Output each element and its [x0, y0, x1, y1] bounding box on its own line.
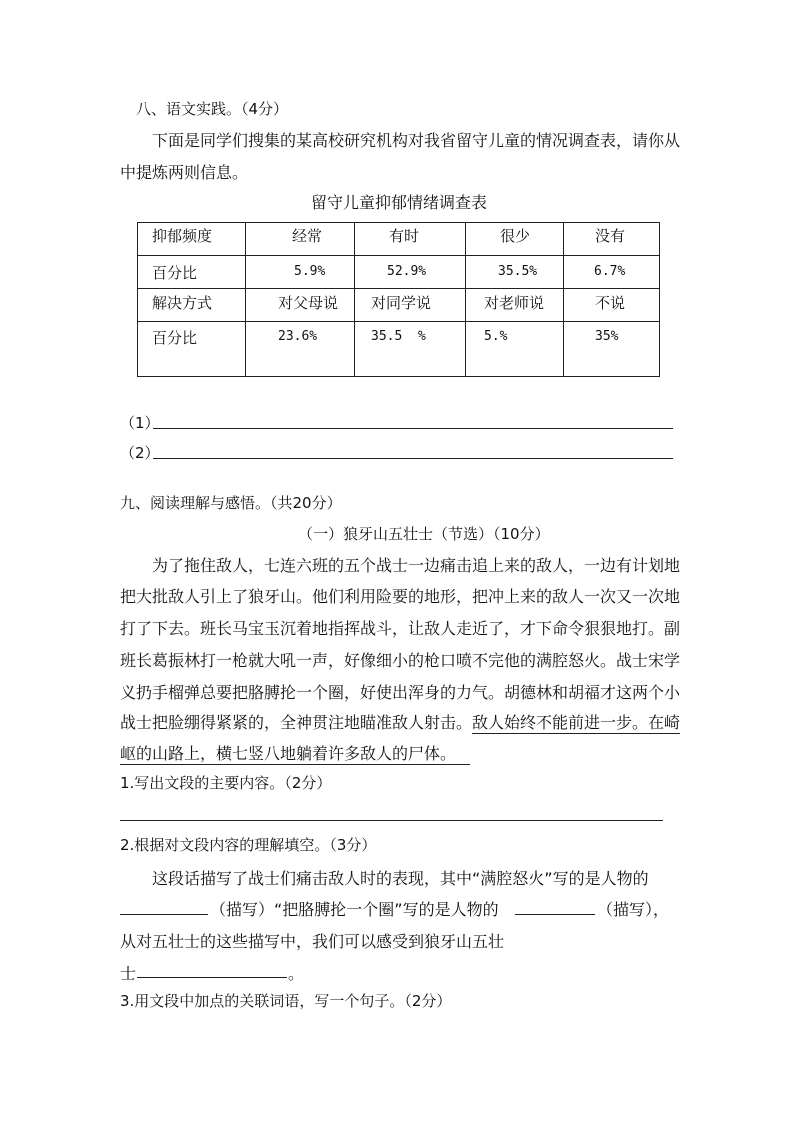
question-2: 2.根据对文段内容的理解填空。（3分）	[120, 836, 377, 854]
table-cell: 百分比	[138, 322, 246, 377]
table-cell: 35%	[564, 322, 660, 377]
question-1-answer-line[interactable]	[120, 820, 663, 821]
table-cell: 35.5 %	[355, 322, 466, 377]
table-title: 留守儿童抑郁情绪调查表	[311, 193, 488, 212]
passage-line: 为了拖住敌人，七连六班的五个战士一边痛击追上来的敌人，一边有计划地	[152, 556, 681, 575]
answer-1-line[interactable]	[153, 428, 673, 429]
section-8-intro-line2: 中提炼两则信息。	[120, 163, 249, 182]
question-3: 3.用文段中加点的关联词语，写一个句子。（2分）	[120, 992, 452, 1010]
table-cell: 有时	[355, 223, 466, 256]
question-2-text-line2: （描写）“把胳膊抡一个圈”写的是人物的	[210, 900, 499, 919]
underlined-sentence: 岖的山路上，横七竖八地躺着许多敌人的尸体。	[120, 744, 470, 765]
question-1: 1.写出文段的主要内容。（2分）	[120, 774, 332, 792]
passage-text: 战士把脸绷得紧紧的，全神贯注地瞄准敌人射击。	[120, 713, 473, 732]
table-row	[138, 322, 660, 377]
answer-2-label: （2）	[120, 444, 160, 462]
table-cell: 抑郁频度	[138, 223, 246, 256]
table-cell: 不说	[564, 289, 660, 322]
table-cell: 35.5%	[466, 256, 564, 289]
question-2-text-line4: 士	[120, 964, 137, 983]
question-2-text-line2-end: （描写），	[597, 900, 670, 919]
passage-line: 班长葛振林打一枪就大吼一声，好像细小的枪口喷不完他的满腔怒火。战士宋学	[120, 651, 681, 670]
underlined-sentence: 敌人始终不能前进一步。在崎	[472, 713, 681, 732]
section-8-heading: 八、语文实践。（4分）	[136, 100, 289, 118]
table-cell: 6.7%	[564, 256, 660, 289]
table-row	[138, 256, 660, 289]
question-2-text-line3: 从对五壮士的这些描写中，我们可以感受到狼牙山五壮	[120, 932, 505, 951]
table-cell: 经常	[246, 223, 355, 256]
section-9-heading: 九、阅读理解与感悟。（共20分）	[120, 494, 342, 512]
question-2-period: 。	[288, 964, 305, 983]
table-cell: 解决方式	[138, 289, 246, 322]
blank-1[interactable]	[120, 914, 208, 915]
blank-3[interactable]	[137, 977, 287, 978]
table-cell: 5.9%	[246, 256, 355, 289]
passage-line: 打了下去。班长马宝玉沉着地指挥战斗，让敌人走近了，才下命令狠狠地打。副	[120, 619, 681, 638]
table-cell: 对父母说	[246, 289, 355, 322]
table-cell: 5.%	[466, 322, 564, 377]
table-cell: 52.9%	[355, 256, 466, 289]
answer-1-label: （1）	[120, 414, 160, 432]
blank-2[interactable]	[515, 914, 595, 915]
passage-subtitle: （一）狼牙山五壮士（节选）（10分）	[298, 525, 550, 543]
table-cell: 对同学说	[355, 289, 466, 322]
passage-line	[120, 741, 470, 764]
passage-line	[120, 710, 680, 733]
answer-2-line[interactable]	[153, 458, 673, 459]
passage-line: 把大批敌人引上了狼牙山。他们利用险要的地形，把冲上来的敌人一次又一次地	[120, 587, 681, 606]
table-row	[138, 223, 660, 256]
table-cell: 没有	[564, 223, 660, 256]
table-cell: 很少	[466, 223, 564, 256]
table-cell: 23.6%	[246, 322, 355, 377]
table-row	[138, 289, 660, 322]
question-2-text-line1: 这段话描写了战士们痛击敌人时的表现，其中“满腔怒火”写的是人物的	[152, 869, 649, 888]
table-cell: 百分比	[138, 256, 246, 289]
table-cell: 对老师说	[466, 289, 564, 322]
survey-table	[137, 222, 660, 377]
section-8-intro-line1: 下面是同学们搜集的某高校研究机构对我省留守儿童的情况调查表，请你从	[152, 131, 681, 150]
passage-line: 义扔手榴弹总要把胳膊抡一个圈，好使出浑身的力气。胡德林和胡福才这两个小	[120, 683, 681, 702]
